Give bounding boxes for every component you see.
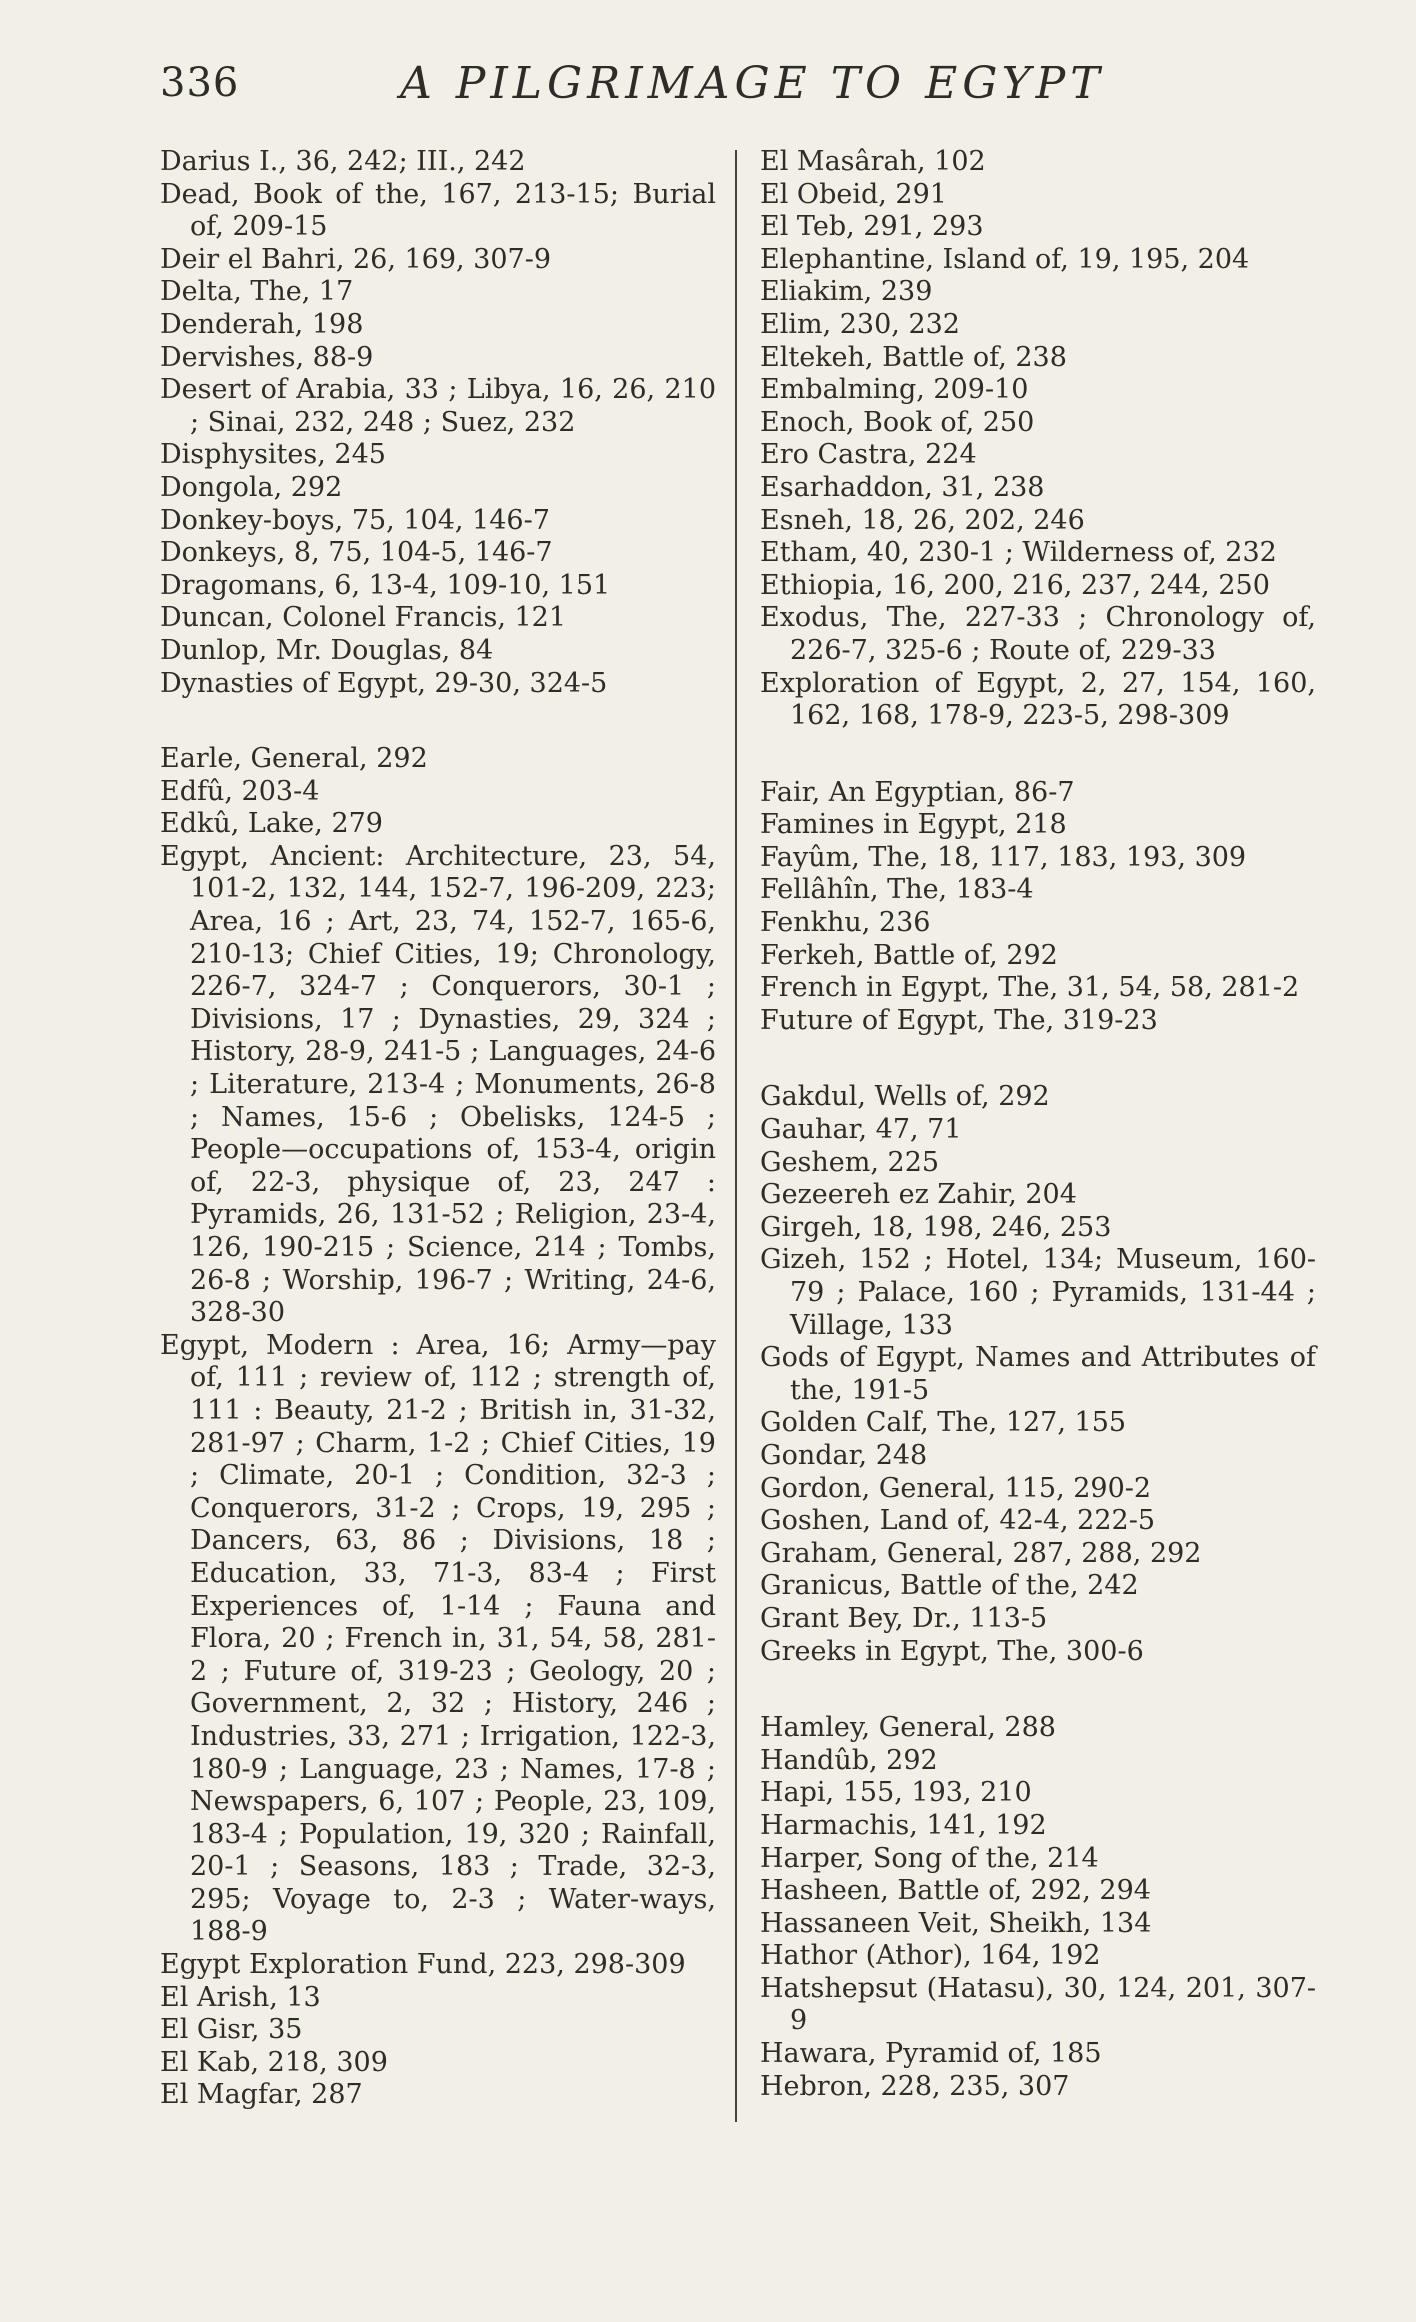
index-entry: Exploration of Egypt, 2, 27, 154, 160, 162, 168, 178-9, 223-5, 298-309 <box>760 667 1316 732</box>
letter-section-gap <box>760 1668 1316 1712</box>
index-entry: Ero Castra, 224 <box>760 439 977 471</box>
index-entry: Denderah, 198 <box>160 308 364 340</box>
index-entry: Handûb, 292 <box>760 1744 938 1776</box>
index-entry: Greeks in Egypt, The, 300-6 <box>760 1635 1144 1667</box>
index-entry: El Kab, 218, 309 <box>160 2046 388 2078</box>
index-entry: Gordon, General, 115, 290-2 <box>760 1472 1152 1504</box>
letter-section-gap <box>160 700 716 743</box>
index-entry: Gezeereh ez Zahir, 204 <box>760 1179 1077 1211</box>
index-entry: Egypt Exploration Fund, 223, 298-309 <box>160 1949 686 1981</box>
index-entry: Edfû, 203-4 <box>160 775 320 807</box>
index-entry: Donkey-boys, 75, 104, 146-7 <box>160 504 550 536</box>
index-entry: El Teb, 291, 293 <box>760 211 984 243</box>
index-entry: Dongola, 292 <box>160 471 343 503</box>
index-entry: El Gisr, 35 <box>160 2014 303 2046</box>
index-entry: Enoch, Book of, 250 <box>760 406 1035 438</box>
index-entry: Disphysites, 245 <box>160 439 386 471</box>
index-entry: El Masârah, 102 <box>760 146 986 177</box>
index-entry: Fayûm, The, 18, 117, 183, 193, 309 <box>760 841 1247 873</box>
index-entry: Golden Calf, The, 127, 155 <box>760 1407 1127 1439</box>
index-entry: Exodus, The, 227-33 ; Chronology of, 226-7, 325-6 ; Route of, 229-33 <box>760 602 1316 666</box>
letter-section-gap <box>760 733 1316 777</box>
index-entry: Hawara, Pyramid of, 185 <box>760 2038 1102 2070</box>
index-entry: Graham, General, 287, 288, 292 <box>760 1537 1202 1569</box>
index-entry: Hapi, 155, 193, 210 <box>760 1777 1032 1809</box>
index-entry: El Arish, 13 <box>160 1981 321 2013</box>
index-entry: Hamley, General, 288 <box>760 1712 1056 1744</box>
letter-section-gap <box>760 1037 1316 1081</box>
index-entry: Future of Egypt, The, 319-23 <box>760 1004 1158 1036</box>
index-entry: Famines in Egypt, 218 <box>760 809 1067 841</box>
index-entry: Hebron, 228, 235, 307 <box>760 2070 1070 2102</box>
index-entry: Dead, Book of the, 167, 213-15; Burial of, 209-15 <box>160 178 716 243</box>
index-entry: Girgeh, 18, 198, 246, 253 <box>760 1211 1112 1243</box>
index-entry: Donkeys, 8, 75, 104-5, 146-7 <box>160 537 553 569</box>
index-entry: Etham, 40, 230-1 ; Wilderness of, 232 <box>760 537 1277 569</box>
index-column-left <box>160 146 716 2112</box>
index-entry: Ferkeh, Battle of, 292 <box>760 939 1058 971</box>
index-entry: Egypt, Modern : Area, 16; Army—pay of, 111 ; review of, 112 ; strength of, 111 : Beauty, 21-2 ; British in, 31-32, 281-97 ; Charm, 1-2 ; Chief Cities, 19 ; Climate, 20-1 ; Condition, 32-3 ; Conquerors, 31-2 ; Crops, 19, 295 ; Dancers, 63, 86 ; Divisions, 18 ; Education, 33, 71-3, 83-4 ; First Experiences of, 1-14 ; Fauna and Flora, 20 ; French in, 31, 54, 58, 281-2 ; Future of, 319-23 ; Geology, 20 ; Government, 2, 32 ; History, 246 ; Industries, 33, 271 ; Irrigation, 122-3, 180-9 ; Language, 23 ; Names, 17-8 ; Newspapers, 6, 107 ; People, 23, 109, 183-4 ; Population, 19, 320 ; Rainfall, 20-1 ; Seasons, 183 ; Trade, 32-3, 295; Voyage to, 2-3 ; Water-ways, 188-9 <box>160 1329 716 1948</box>
index-entry: Embalming, 209-10 <box>760 374 1029 406</box>
index-entry: Earle, General, 292 <box>160 743 428 775</box>
index-entry: Dunlop, Mr. Douglas, 84 <box>160 634 494 666</box>
index-entry: Elim, 230, 232 <box>760 308 960 340</box>
index-entry: Dynasties of Egypt, 29-30, 324-5 <box>160 667 608 699</box>
index-entry: Edkû, Lake, 279 <box>160 808 383 840</box>
index-entry: Delta, The, 17 <box>160 276 354 308</box>
index-entry: Gakdul, Wells of, 292 <box>760 1081 1050 1113</box>
index-entry: Eltekeh, Battle of, 238 <box>760 341 1067 373</box>
index-entry: Geshem, 225 <box>760 1146 940 1178</box>
index-entry: Hasheen, Battle of, 292, 294 <box>760 1875 1151 1907</box>
index-entry: Ethiopia, 16, 200, 216, 237, 244, 250 <box>760 569 1270 601</box>
index-entry: Goshen, Land of, 42-4, 222-5 <box>760 1505 1155 1537</box>
index-entry: Granicus, Battle of the, 242 <box>760 1570 1139 1602</box>
index-entry: El Magfar, 287 <box>160 2079 363 2111</box>
index-entry: Egypt, Ancient: Architecture, 23, 54, 101-2, 132, 144, 152-7, 196-209, 223; Area, 16 ; Art, 23, 74, 152-7, 165-6, 210-13; Chief Cities, 19; Chronology, 226-7, 324-7 ; Conquerors, 30-1 ; Divisions, 17 ; Dynasties, 29, 324 ; History, 28-9, 241-5 ; Languages, 24-6 ; Literature, 213-4 ; Monuments, 26-8 ; Names, 15-6 ; Obelisks, 124-5 ; People—occupations of, 153-4, origin of, 22-3, physique of, 23, 247 : Pyramids, 26, 131-52 ; Religion, 23-4, 126, 190-215 ; Science, 214 ; Tombs, 26-8 ; Worship, 196-7 ; Writing, 24-6, 328-30 <box>160 840 716 1329</box>
index-entry: Deir el Bahri, 26, 169, 307-9 <box>160 243 552 275</box>
index-entry: Gods of Egypt, Names and Attributes of the, 191-5 <box>760 1342 1316 1406</box>
index-entry: Dervishes, 88-9 <box>160 341 374 373</box>
index-entry: Fellâhîn, The, 183-4 <box>760 874 1034 906</box>
index-entry: Eliakim, 239 <box>760 276 933 308</box>
index-column-right <box>760 146 1316 2103</box>
index-entry: French in Egypt, The, 31, 54, 58, 281-2 <box>760 972 1300 1004</box>
index-entry: Harmachis, 141, 192 <box>760 1809 1047 1841</box>
index-entry: Dragomans, 6, 13-4, 109-10, 151 <box>160 569 611 601</box>
page-header <box>160 52 1160 112</box>
index-entry: Esarhaddon, 31, 238 <box>760 471 1045 503</box>
index-entry: Gauhar, 47, 71 <box>760 1114 962 1146</box>
index-entry: Hathor (Athor), 164, 192 <box>760 1940 1101 1972</box>
index-entry: Gondar, 248 <box>760 1439 928 1471</box>
index-entry: Esneh, 18, 26, 202, 246 <box>760 504 1085 536</box>
running-title: A PILGRIMAGE TO EGYPT <box>400 58 1105 109</box>
index-entry: Grant Bey, Dr., 113-5 <box>760 1602 1048 1634</box>
index-entry: Hatshepsut (Hatasu), 30, 124, 201, 307-9 <box>760 1972 1316 2037</box>
index-entry: Duncan, Colonel Francis, 121 <box>160 602 567 634</box>
index-entry: Fair, An Egyptian, 86-7 <box>760 776 1075 808</box>
index-entry: El Obeid, 291 <box>760 178 947 210</box>
index-entry: Darius I., 36, 242; III., 242 <box>160 146 526 177</box>
index-entry: Hassaneen Veit, Sheikh, 134 <box>760 1907 1152 1939</box>
index-entry: Elephantine, Island of, 19, 195, 204 <box>760 243 1250 275</box>
index-entry: Harper, Song of the, 214 <box>760 1842 1099 1874</box>
column-divider <box>735 150 737 2122</box>
index-entry: Desert of Arabia, 33 ; Libya, 16, 26, 210 ; Sinai, 232, 248 ; Suez, 232 <box>160 374 716 438</box>
index-entry: Fenkhu, 236 <box>760 907 931 939</box>
index-entry: Gizeh, 152 ; Hotel, 134; Museum, 160-79 ; Palace, 160 ; Pyramids, 131-44 ; Village, 133 <box>760 1244 1316 1341</box>
page-number: 336 <box>160 60 240 106</box>
